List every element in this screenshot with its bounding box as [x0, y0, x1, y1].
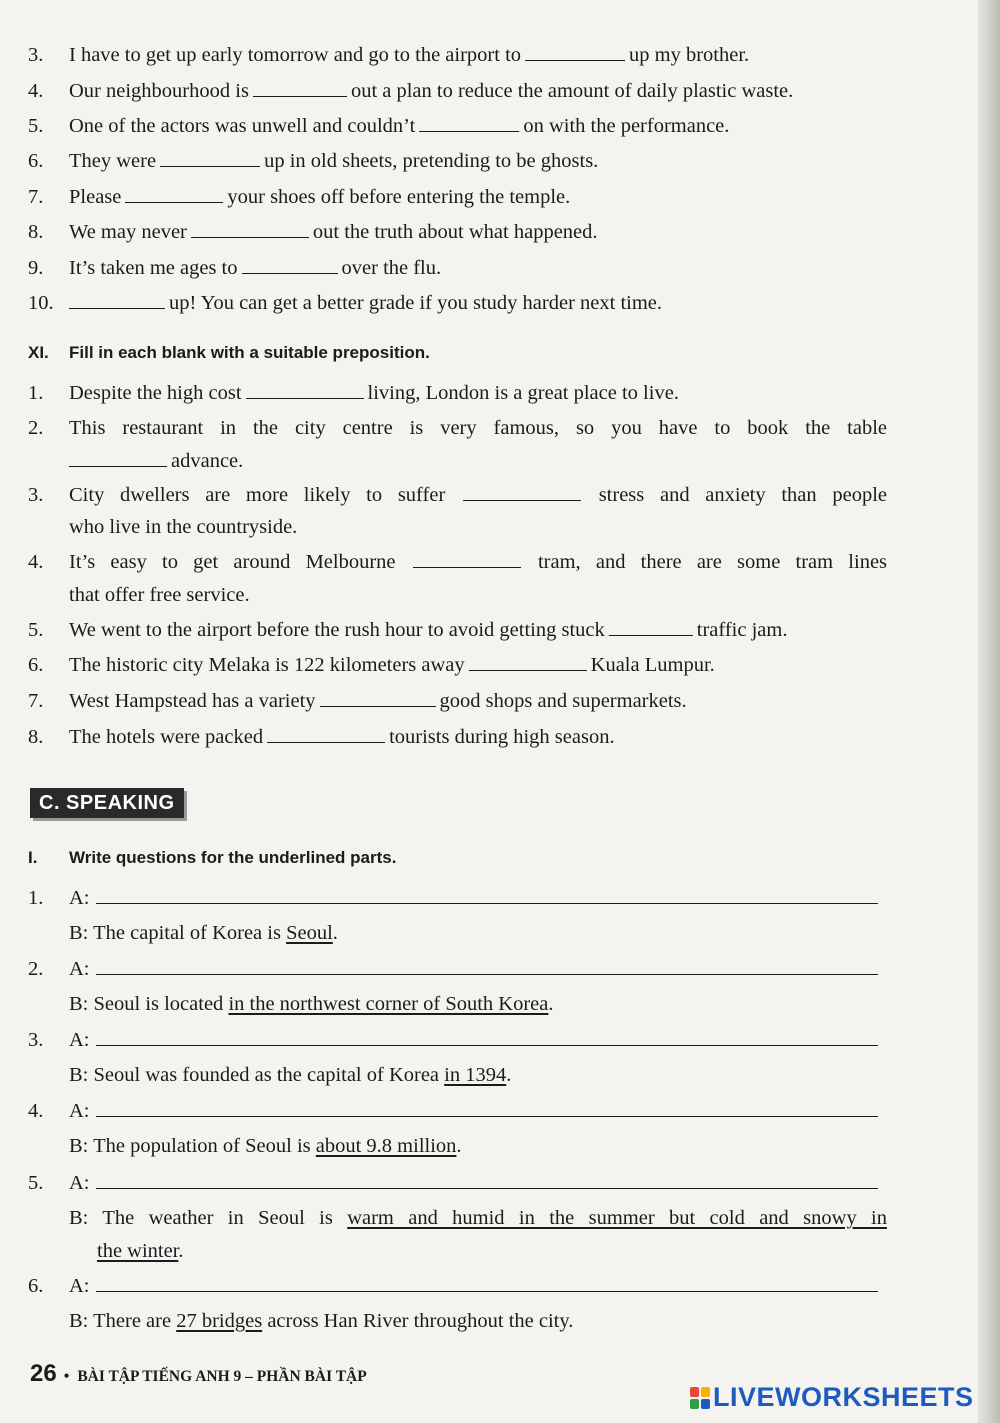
- underlined-part: the winter: [97, 1240, 179, 1262]
- item-number: 1.: [28, 887, 44, 909]
- answer-blank[interactable]: [463, 482, 581, 501]
- item-text: City dwellers are more likely to suffer: [69, 484, 446, 506]
- item-number: 4.: [28, 551, 44, 573]
- item-number: 2.: [28, 958, 44, 980]
- answer-blank[interactable]: [191, 219, 309, 238]
- item-text: We went to the airport before the rush hour to avoid getting stuck: [69, 619, 605, 641]
- question-answer-line[interactable]: [96, 1170, 878, 1189]
- item-number: 6.: [28, 654, 44, 676]
- item-text: tourists during high season.: [389, 726, 615, 748]
- item-number: 5.: [28, 1172, 44, 1194]
- answer-blank[interactable]: [413, 549, 521, 568]
- item-text: good shops and supermarkets.: [439, 690, 687, 712]
- item-number: 6.: [28, 150, 44, 172]
- qa-line-b-continued: [97, 1238, 184, 1264]
- answer-blank[interactable]: [320, 688, 436, 707]
- item-number: 7.: [28, 186, 44, 208]
- underlined-part: in the northwest corner of South Korea: [228, 993, 549, 1015]
- speaker-a-label: A:: [69, 1275, 90, 1297]
- item-text: advance.: [171, 450, 244, 472]
- item-text: It’s taken me ages to: [69, 257, 238, 279]
- logo-grid-icon: [690, 1387, 710, 1409]
- exercise-line-continued: [69, 448, 243, 474]
- page-number: 26: [30, 1360, 57, 1387]
- item-number: 5.: [28, 115, 44, 137]
- exercise-number: I.: [28, 848, 38, 867]
- b-text: B: There are: [69, 1310, 172, 1332]
- item-text: Kuala Lumpur.: [590, 654, 715, 676]
- b-text: .: [548, 993, 554, 1015]
- b-text: B: The weather in Seoul is: [69, 1207, 333, 1229]
- question-answer-line[interactable]: [96, 956, 878, 975]
- item-text: tram, and there are some tram lines: [537, 551, 888, 573]
- b-text: B: The capital of Korea is: [69, 922, 281, 944]
- b-text: .: [506, 1064, 512, 1086]
- qa-line-b: [69, 1205, 887, 1231]
- item-text: your shoes off before entering the temple.: [227, 186, 571, 208]
- item-text: out a plan to reduce the amount of daily plastic waste.: [350, 80, 794, 102]
- question-answer-line[interactable]: [96, 1098, 878, 1117]
- item-text: Our neighbourhood is: [69, 80, 249, 102]
- speaker-a-label: A:: [69, 1100, 90, 1122]
- answer-blank[interactable]: [246, 380, 364, 399]
- item-number: 9.: [28, 257, 44, 279]
- item-text: up in old sheets, pretending to be ghosts.: [264, 150, 599, 172]
- qa-line-b: [69, 920, 338, 946]
- item-text: They were: [69, 150, 157, 172]
- item-number: 5.: [28, 619, 44, 641]
- item-number: 3.: [28, 44, 44, 66]
- b-text: B: Seoul is located: [69, 993, 224, 1015]
- b-text: .: [178, 1240, 184, 1262]
- answer-blank[interactable]: [242, 255, 338, 274]
- speaker-a-label: A:: [69, 887, 90, 909]
- speaker-a-label: A:: [69, 1172, 90, 1194]
- qa-line-b: [69, 1062, 511, 1088]
- answer-blank[interactable]: [69, 290, 165, 309]
- exercise-number: XI.: [28, 343, 49, 362]
- answer-blank[interactable]: [469, 652, 587, 671]
- item-text: out the truth about what happened.: [312, 221, 598, 243]
- qa-line-b: [69, 991, 554, 1017]
- section-title-speaking: C. SPEAKING: [30, 788, 184, 818]
- item-text: on with the performance.: [523, 115, 730, 137]
- item-number: 8.: [28, 221, 44, 243]
- answer-blank[interactable]: [160, 148, 260, 167]
- item-text: I have to get up early tomorrow and go to the airport to: [69, 44, 522, 66]
- page-edge-shadow: [978, 0, 1000, 1423]
- item-number: 4.: [28, 1100, 44, 1122]
- exercise-instruction: Fill in each blank with a suitable preposition.: [69, 343, 430, 362]
- question-answer-line[interactable]: [96, 885, 878, 904]
- question-answer-line[interactable]: [96, 1273, 878, 1292]
- b-text: .: [456, 1135, 462, 1157]
- item-text: up my brother.: [629, 44, 750, 66]
- item-number: 7.: [28, 690, 44, 712]
- b-text: B: Seoul was founded as the capital of Korea: [69, 1064, 440, 1086]
- answer-blank[interactable]: [525, 42, 625, 61]
- item-number: 2.: [28, 417, 44, 439]
- item-text-continued: that offer free service.: [69, 584, 250, 606]
- speaker-a-label: A:: [69, 958, 90, 980]
- item-text: Despite the high cost: [69, 382, 242, 404]
- item-text: It’s easy to get around Melbourne: [69, 551, 396, 573]
- item-number: 3.: [28, 484, 44, 506]
- liveworksheets-logo: [690, 1382, 974, 1413]
- item-number: 8.: [28, 726, 44, 748]
- item-number: 6.: [28, 1275, 44, 1297]
- underlined-part: in 1394: [444, 1064, 507, 1086]
- item-text: West Hampstead has a variety: [69, 690, 316, 712]
- item-text-continued: who live in the countryside.: [69, 516, 298, 538]
- item-text: stress and anxiety than people: [598, 484, 887, 506]
- item-text: Please: [69, 186, 122, 208]
- item-text: One of the actors was unwell and couldn’t: [69, 115, 416, 137]
- qa-line-b: [69, 1308, 573, 1334]
- answer-blank[interactable]: [69, 448, 167, 467]
- b-text: .: [332, 922, 338, 944]
- item-number: 10.: [28, 292, 54, 314]
- answer-blank[interactable]: [267, 724, 385, 743]
- item-text: living, London is a great place to live.: [367, 382, 679, 404]
- item-text: traffic jam.: [696, 619, 788, 641]
- item-text: over the flu.: [341, 257, 442, 279]
- item-number: 3.: [28, 1029, 44, 1051]
- page-footer: [30, 1360, 367, 1388]
- item-text: up! You can get a better grade if you study harder next time.: [169, 292, 663, 314]
- underlined-part: about 9.8 million: [315, 1135, 457, 1157]
- answer-blank[interactable]: [419, 113, 519, 132]
- footer-bullet: •: [63, 1368, 70, 1385]
- logo-text: LIVEWORKSHEETS: [713, 1382, 974, 1412]
- b-text: B: The population of Seoul is: [69, 1135, 311, 1157]
- underlined-part: warm and humid in the summer but cold and snowy in: [347, 1207, 887, 1229]
- speaker-a-label: A:: [69, 1029, 90, 1051]
- answer-blank[interactable]: [609, 617, 693, 636]
- item-text: The hotels were packed: [69, 726, 264, 748]
- answer-blank[interactable]: [125, 184, 223, 203]
- item-number: 1.: [28, 382, 44, 404]
- item-number: 4.: [28, 80, 44, 102]
- underlined-part: 27 bridges: [176, 1310, 263, 1332]
- item-text: This restaurant in the city centre is very famous, so you have to book the table: [69, 417, 887, 439]
- b-text: across Han River throughout the city.: [267, 1310, 574, 1332]
- book-title: BÀI TẬP TIẾNG ANH 9 – PHẦN BÀI TẬP: [77, 1368, 367, 1385]
- item-text: We may never: [69, 221, 187, 243]
- underlined-part: Seoul: [286, 922, 333, 944]
- qa-line-b: [69, 1133, 462, 1159]
- answer-blank[interactable]: [253, 78, 347, 97]
- exercise-instruction: Write questions for the underlined parts.: [69, 848, 397, 867]
- question-answer-line[interactable]: [96, 1027, 878, 1046]
- item-text: The historic city Melaka is 122 kilometers away: [69, 654, 465, 676]
